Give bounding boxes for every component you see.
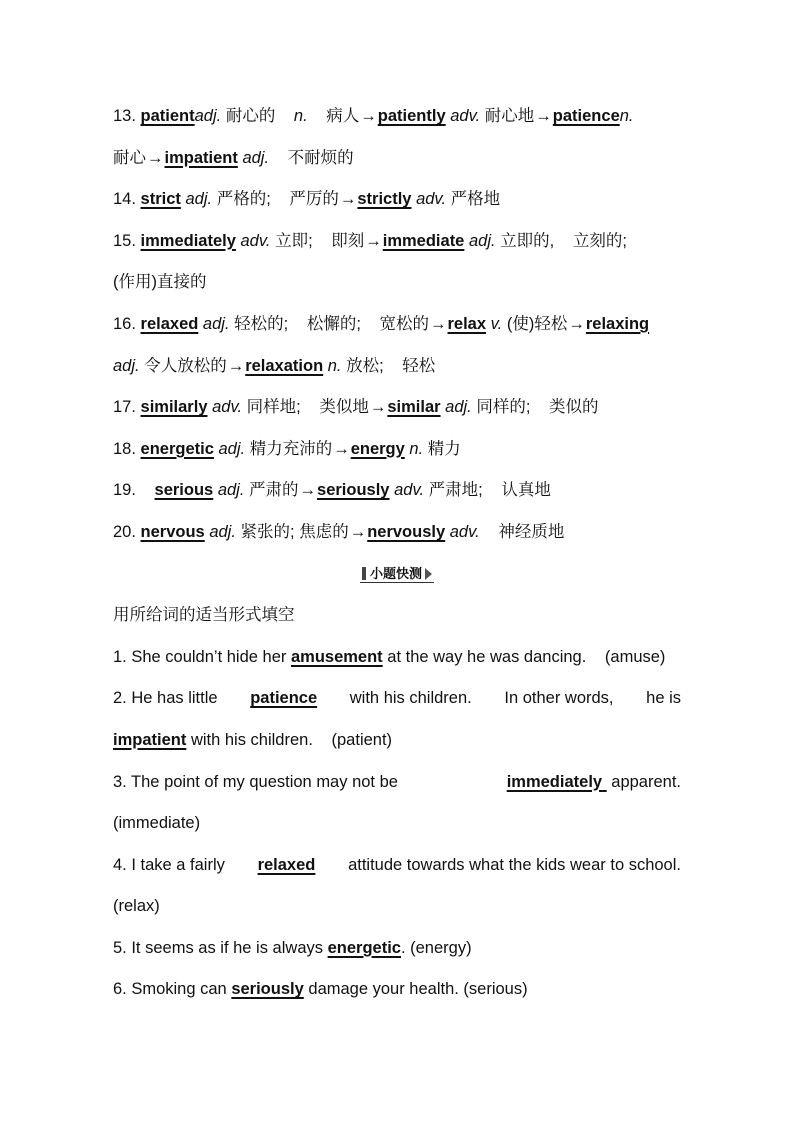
derived-word: immediate — [382, 231, 465, 250]
answer: relaxed — [257, 855, 316, 874]
section-header — [113, 554, 681, 596]
headword: patient — [140, 107, 195, 125]
derived-word: relax — [447, 314, 487, 333]
item-number: 19. — [113, 481, 136, 500]
vocab-item-15-cont — [113, 262, 681, 304]
arrow-icon: → — [369, 398, 387, 417]
vocab-item-16 — [113, 304, 681, 346]
vocab-item-13 — [113, 96, 681, 138]
meaning: 立即的, — [500, 231, 555, 250]
vocab-item-13-cont — [113, 138, 681, 180]
meaning: 放松; — [346, 356, 384, 375]
vocab-item-18 — [113, 429, 681, 471]
derived-word: energy — [350, 439, 405, 458]
part-of-speech: adv. — [240, 231, 271, 250]
bar-icon — [362, 567, 366, 580]
item-number: 17. — [113, 398, 136, 417]
part-of-speech: adj. — [468, 231, 496, 250]
derived-word: seriously — [317, 481, 390, 500]
arrow-icon: → — [535, 107, 552, 125]
meaning: 耐心的 — [225, 107, 276, 125]
meaning: 立刻的; — [572, 231, 627, 250]
derived-word: nervously — [367, 522, 446, 541]
meaning: 即刻 — [331, 231, 365, 250]
section-badge — [360, 566, 434, 583]
section-instruction: 用所给词的适当形式填空 — [113, 606, 295, 625]
quiz-text: damage your health. (serious) — [308, 980, 528, 999]
item-number: 18. — [113, 439, 136, 458]
quiz-text: 4. I take a fairly — [113, 855, 225, 874]
meaning: 类似的 — [549, 398, 599, 417]
quiz-item-3 — [113, 762, 681, 804]
part-of-speech: n. — [327, 356, 342, 375]
meaning: 同样地; — [246, 398, 301, 417]
section-title: 小题快测 — [369, 565, 422, 581]
part-of-speech: n. — [293, 107, 308, 125]
quiz-hint: (amuse) — [604, 647, 666, 666]
meaning: (使)轻松 — [506, 314, 568, 333]
vocab-item-16-cont — [113, 346, 681, 388]
part-of-speech: adv. — [450, 107, 481, 125]
arrow-icon: → — [147, 148, 164, 167]
quiz-item-6 — [113, 969, 681, 1011]
meaning: 严厉的 — [289, 190, 339, 209]
arrow-icon: → — [360, 107, 377, 125]
headword: energetic — [140, 439, 214, 458]
arrow-icon: → — [299, 481, 317, 500]
quiz-item-2 — [113, 678, 681, 720]
part-of-speech: adj. — [445, 398, 472, 417]
part-of-speech: v. — [490, 314, 503, 333]
meaning: 紧张的; — [240, 522, 295, 541]
triangle-right-icon — [425, 568, 432, 580]
meaning: 立即; — [275, 231, 313, 250]
meaning: 严格的; — [216, 190, 271, 209]
quiz-text: 5. It seems as if he is always — [113, 938, 323, 957]
vocab-item-19 — [113, 470, 681, 512]
answer: seriously — [231, 980, 304, 999]
headword: similarly — [140, 398, 208, 417]
quiz-item-1 — [113, 637, 681, 679]
meaning: 精力充沛的 — [249, 439, 333, 458]
quiz-item-3-cont — [113, 803, 681, 845]
meaning: 宽松的 — [379, 314, 429, 333]
meaning: 同样的; — [476, 398, 531, 417]
part-of-speech: adj. — [242, 148, 270, 167]
derived-word: strictly — [357, 190, 412, 209]
headword: nervous — [140, 522, 205, 541]
item-number: 15. — [113, 231, 136, 250]
headword: immediately — [140, 231, 236, 250]
derived-word: similar — [387, 398, 441, 417]
meaning: 严肃地; — [428, 481, 483, 500]
quiz-text: attitude towards what the kids wear to school. — [348, 855, 681, 874]
derived-word: patiently — [377, 107, 446, 125]
meaning: 耐心 — [113, 148, 146, 167]
part-of-speech: adv. — [449, 522, 480, 541]
meaning: 类似地 — [319, 398, 369, 417]
vocab-item-14 — [113, 179, 681, 221]
quiz-text: with his children. — [349, 689, 472, 708]
part-of-speech: adj. — [185, 190, 213, 209]
part-of-speech: n. — [619, 107, 634, 125]
answer: amusement — [290, 647, 383, 666]
vocab-item-15 — [113, 221, 681, 263]
answer: immediately — [506, 772, 603, 791]
document-page — [113, 96, 681, 1011]
quiz-text: 1. She couldn’t hide her — [113, 647, 287, 666]
meaning: 不耐烦的 — [287, 148, 354, 167]
arrow-icon: → — [568, 314, 585, 333]
part-of-speech: adj. — [194, 107, 222, 125]
headword: relaxed — [140, 314, 199, 333]
meaning: 病人 — [326, 107, 360, 125]
item-number: 20. — [113, 522, 136, 541]
quiz-text: . (energy) — [400, 938, 472, 957]
meaning: 严肃的 — [249, 481, 299, 500]
arrow-icon: → — [365, 231, 382, 250]
part-of-speech: adj. — [202, 314, 230, 333]
part-of-speech: adj. — [217, 481, 245, 500]
quiz-text: 3. The point of my question may not be — [113, 772, 398, 791]
quiz-hint: (immediate) — [113, 814, 201, 833]
derived-word: patience — [552, 107, 620, 125]
part-of-speech: adv. — [394, 481, 425, 500]
quiz-hint: (relax) — [113, 897, 160, 916]
derived-word: impatient — [164, 148, 238, 167]
quiz-item-5 — [113, 928, 681, 970]
quiz-text: In other words, — [504, 689, 614, 708]
meaning: 焦虑的 — [299, 522, 349, 541]
meaning: 严格地 — [450, 190, 501, 209]
answer: patience — [250, 689, 318, 708]
arrow-icon: → — [339, 190, 357, 209]
quiz-item-4-cont — [113, 886, 681, 928]
part-of-speech: adj. — [113, 356, 140, 375]
meaning: 神经质地 — [498, 522, 565, 541]
meaning: 松懈的; — [306, 314, 361, 333]
meaning: 耐心地 — [484, 107, 535, 125]
item-number: 16. — [113, 314, 136, 333]
arrow-icon: → — [349, 522, 367, 541]
headword: serious — [154, 481, 214, 500]
arrow-icon: → — [227, 356, 245, 375]
headword: strict — [140, 190, 181, 209]
quiz-item-4 — [113, 845, 681, 887]
quiz-item-2-cont — [113, 720, 681, 762]
meaning: (作用)直接的 — [113, 273, 207, 292]
quiz-text: he is — [646, 689, 681, 708]
vocab-item-17 — [113, 387, 681, 429]
arrow-icon: → — [333, 439, 350, 458]
item-number: 13. — [113, 107, 136, 125]
quiz-text: 6. Smoking can — [113, 980, 227, 999]
meaning: 令人放松的 — [144, 356, 227, 375]
derived-word: relaxation — [245, 356, 324, 375]
meaning: 精力 — [427, 439, 461, 458]
part-of-speech: n. — [409, 439, 424, 458]
answer: impatient — [113, 730, 187, 749]
part-of-speech: adj. — [209, 522, 236, 541]
meaning: 认真地 — [501, 481, 551, 500]
part-of-speech: adj. — [218, 439, 246, 458]
derived-word: relaxing — [585, 314, 650, 333]
part-of-speech: adv. — [212, 398, 243, 417]
quiz-text: 2. He has little — [113, 689, 218, 708]
part-of-speech: adv. — [416, 190, 447, 209]
quiz-text: apparent. — [611, 772, 681, 791]
quiz-hint: (patient) — [331, 730, 393, 749]
meaning: 轻松 — [402, 356, 436, 375]
quiz-text: at the way he was dancing. — [387, 647, 587, 666]
vocab-item-20 — [113, 512, 681, 554]
answer: energetic — [327, 938, 401, 957]
quiz-text: with his children. — [190, 730, 313, 749]
item-number: 14. — [113, 190, 136, 209]
meaning: 轻松的; — [234, 314, 289, 333]
arrow-icon: → — [430, 314, 447, 333]
answer-group — [507, 762, 681, 804]
